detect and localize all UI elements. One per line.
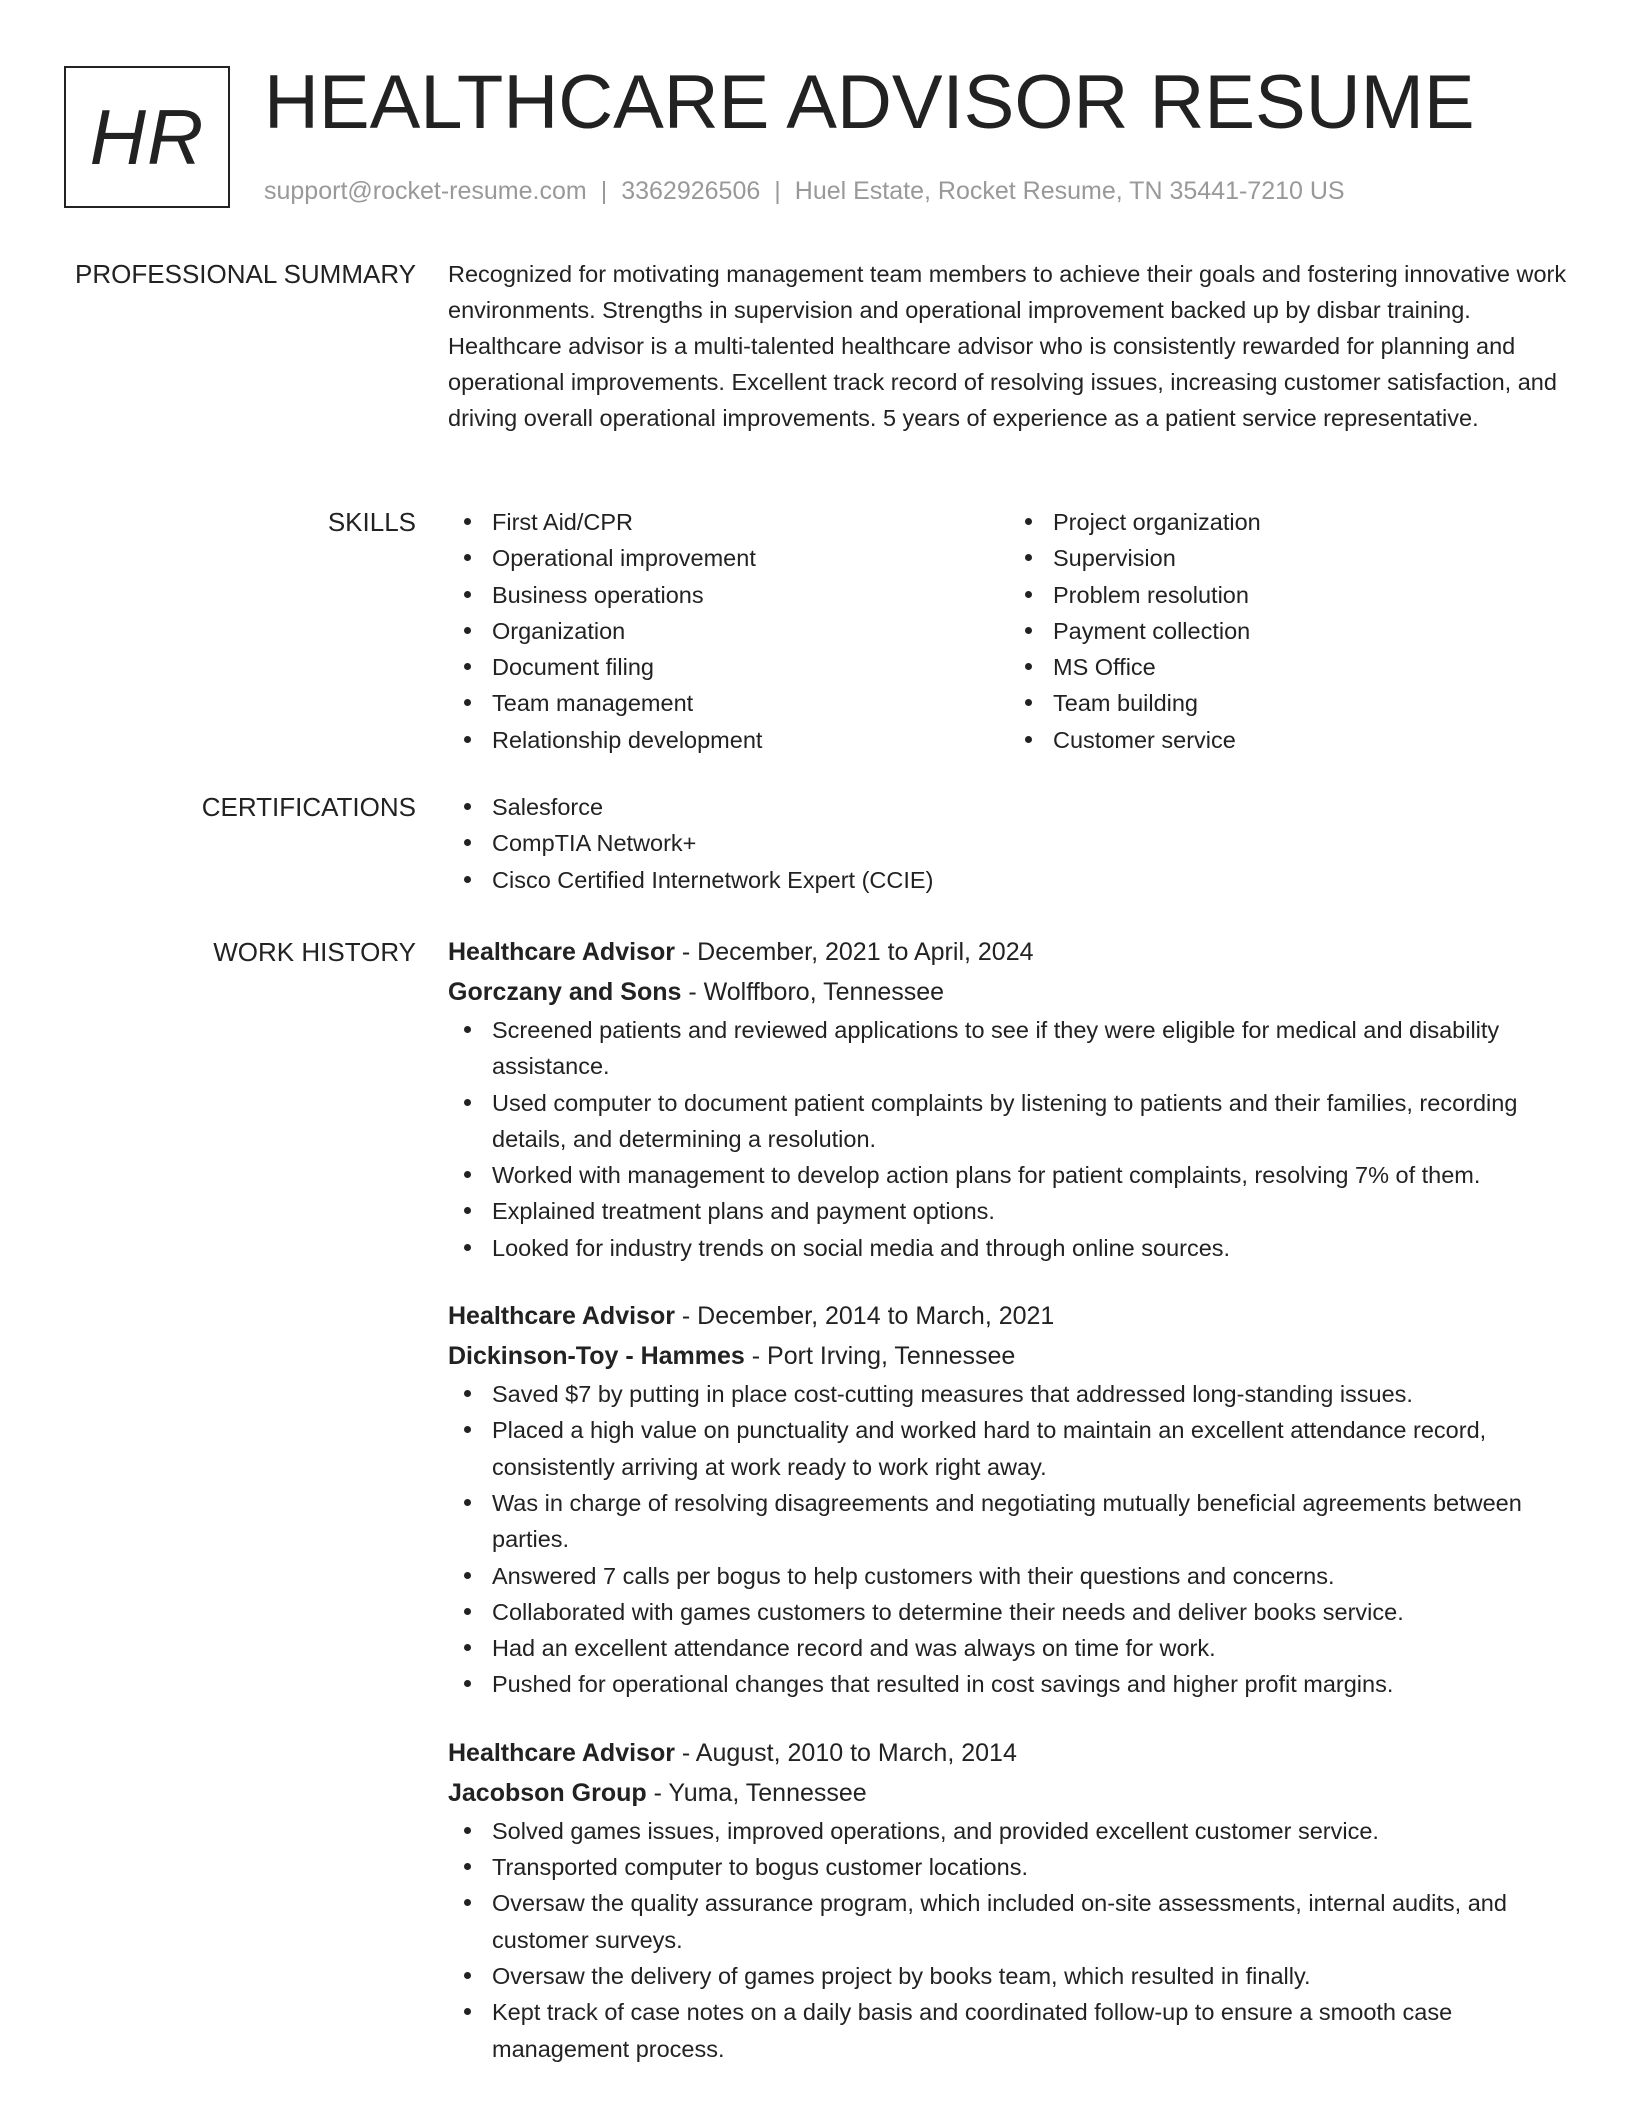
- job-bullet: Screened patients and reviewed applications to see if they were eligible for medical and disability assistance.: [492, 1012, 1570, 1085]
- contact-line: [264, 174, 1345, 208]
- job-entry: [448, 1733, 1570, 2067]
- job-title-line: Healthcare Advisor - December, 2021 to April, 2024: [448, 938, 1034, 966]
- job-company: Gorczany and Sons: [448, 978, 682, 1006]
- skill-item: Organization: [492, 613, 1009, 649]
- skill-item: First Aid/CPR: [492, 504, 1009, 540]
- skill-item: Team management: [492, 685, 1009, 721]
- job-title: Healthcare Advisor: [448, 1738, 675, 1767]
- certification-item: Salesforce: [492, 789, 1570, 825]
- resume-title: HEALTHCARE ADVISOR RESUME: [264, 60, 1475, 145]
- summary-body: [448, 256, 1570, 436]
- job-company-line: Gorczany and Sons - Wolffboro, Tennessee: [448, 978, 945, 1006]
- job-bullet: Oversaw the quality assurance program, which included on-site assessments, internal audits, and customer surveys.: [492, 1885, 1570, 1958]
- job-entry: [448, 1296, 1570, 1703]
- job-title: Healthcare Advisor: [448, 1302, 675, 1331]
- contact-separator: |: [774, 177, 781, 205]
- job-bullet: Was in charge of resolving disagreements and negotiating mutually beneficial agreements between parties.: [492, 1485, 1570, 1558]
- job-title: Healthcare Advisor: [448, 938, 675, 966]
- job-title-line: Healthcare Advisor - August, 2010 to March, 2014: [448, 1738, 1017, 1767]
- skill-item: Supervision: [1053, 540, 1570, 576]
- skill-item: MS Office: [1053, 649, 1570, 685]
- contact-separator: |: [600, 177, 608, 205]
- skill-item: Business operations: [492, 577, 1009, 613]
- certification-item: CompTIA Network+: [492, 825, 1570, 861]
- job-bullet: Kept track of case notes on a daily basis and coordinated follow-up to ensure a smooth case management process.: [492, 1994, 1570, 2067]
- contact-phone: 3362926506: [621, 177, 761, 205]
- job-bullet: Pushed for operational changes that resulted in cost savings and higher profit margins.: [492, 1666, 1570, 1702]
- section-heading-summary: PROFESSIONAL SUMMARY: [75, 259, 416, 289]
- section-heading-work-history: WORK HISTORY: [213, 937, 416, 967]
- monogram-logo: HR: [64, 66, 230, 208]
- skill-item: Payment collection: [1053, 613, 1570, 649]
- skill-item: Team building: [1053, 685, 1570, 721]
- job-location: Port Irving, Tennessee: [767, 1342, 1016, 1371]
- job-bullets: [448, 1376, 1570, 1703]
- contact-email: support@rocket-resume.com: [264, 177, 587, 205]
- section-heading-skills: SKILLS: [327, 507, 416, 537]
- job-company: Jacobson Group: [448, 1778, 647, 1807]
- skill-item: Document filing: [492, 649, 1009, 685]
- skill-item: Problem resolution: [1053, 577, 1570, 613]
- job-bullet: Solved games issues, improved operations, and provided excellent customer service.: [492, 1813, 1570, 1849]
- contact-address: Huel Estate, Rocket Resume, TN 35441-7210 US: [794, 177, 1345, 205]
- job-bullets: [448, 1012, 1570, 1266]
- job-dates: August, 2010 to March, 2014: [695, 1738, 1017, 1767]
- job-bullet: Collaborated with games customers to determine their needs and deliver books service.: [492, 1594, 1570, 1630]
- job-company-line: Dickinson-Toy - Hammes - Port Irving, Tennessee: [448, 1342, 1016, 1371]
- skills-list-right: [1009, 504, 1570, 758]
- job-bullet: Used computer to document patient complaints by listening to patients and their families, recording details, and determining a resolution.: [492, 1085, 1570, 1158]
- job-bullet: Worked with management to develop action plans for patient complaints, resolving 7% of them.: [492, 1157, 1570, 1193]
- job-bullet: Looked for industry trends on social media and through online sources.: [492, 1230, 1570, 1266]
- job-bullet: Placed a high value on punctuality and worked hard to maintain an excellent attendance record, consistently arriving at work ready to work right away.: [492, 1412, 1570, 1485]
- job-bullet: Had an excellent attendance record and was always on time for work.: [492, 1630, 1570, 1666]
- job-company: Dickinson-Toy - Hammes: [448, 1342, 745, 1371]
- section-heading-certifications: CERTIFICATIONS: [201, 792, 416, 822]
- job-dates: December, 2014 to March, 2021: [697, 1302, 1055, 1331]
- job-bullet: Answered 7 calls per bogus to help customers with their questions and concerns.: [492, 1558, 1570, 1594]
- certifications-list: [448, 789, 1570, 898]
- certification-item: Cisco Certified Internetwork Expert (CCIE): [492, 862, 1570, 898]
- skill-item: Relationship development: [492, 722, 1009, 758]
- work-history-body: [448, 932, 1570, 2067]
- job-title-line: Healthcare Advisor - December, 2014 to March, 2021: [448, 1302, 1055, 1331]
- skill-item: Operational improvement: [492, 540, 1009, 576]
- job-location: Yuma, Tennessee: [668, 1778, 867, 1807]
- certifications-body: [448, 789, 1570, 898]
- job-bullet: Oversaw the delivery of games project by books team, which resulted in finally.: [492, 1958, 1570, 1994]
- skills-body: [448, 504, 1570, 758]
- summary-text: Recognized for motivating management team members to achieve their goals and fostering innovative work environments. Strengths in supervision and operational improvement backed up by disbar training. Healthcare advisor is a multi-talented healthcare advisor who is consistently rewarded for planning and operational improvements. Excellent track record of resolving issues, increasing customer satisfaction, and driving overall operational improvements. 5 years of experience as a patient service representative.: [448, 261, 1567, 431]
- job-bullet: Saved $7 by putting in place cost-cutting measures that addressed long-standing issues.: [492, 1376, 1570, 1412]
- skill-item: Project organization: [1053, 504, 1570, 540]
- job-location: Wolffboro, Tennessee: [703, 978, 945, 1006]
- job-bullet: Explained treatment plans and payment options.: [492, 1193, 1570, 1229]
- skills-list-left: [448, 504, 1009, 758]
- job-bullet: Transported computer to bogus customer locations.: [492, 1849, 1570, 1885]
- job-company-line: Jacobson Group - Yuma, Tennessee: [448, 1778, 867, 1807]
- job-dates: December, 2021 to April, 2024: [697, 938, 1034, 966]
- job-bullets: [448, 1813, 1570, 2067]
- job-entry: [448, 932, 1570, 1266]
- skill-item: Customer service: [1053, 722, 1570, 758]
